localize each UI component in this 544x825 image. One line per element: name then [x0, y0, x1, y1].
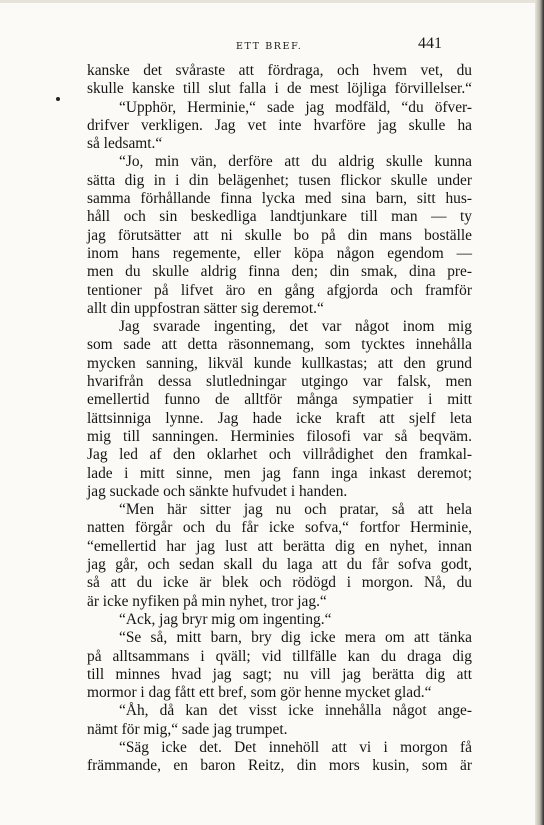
text-line: allt din uppfostran sätter sig deremot.“ — [87, 299, 324, 317]
text-line: så att du icke är blek och rödögd i morgon. Nå, du — [87, 574, 472, 592]
text-line: jag går, och sedan skall du laga att du får sofva godt, — [87, 556, 472, 574]
text-line: mormor i dag fått ett bref, som gör henne mycket glad.“ — [87, 684, 432, 702]
text-line: tentioner på lifvet äro en gång afgjorda och framför — [87, 281, 472, 299]
text-line: hvarifrån dessa slutledningar utgingo var falsk, men — [87, 373, 472, 391]
text-line: natten förgår och du får icke sofva,“ fortfor Herminie, — [87, 519, 472, 537]
page-top-edge — [0, 0, 544, 3]
text-line: nämt för mig,“ sade jag trumpet. — [87, 720, 288, 738]
text-line: håll och sin beskedliga landtjunkare till man — ty — [87, 208, 472, 226]
text-line: på alltsammans i qväll; vid tillfälle kan du draga dig — [87, 647, 472, 665]
text-line: men du skulle aldrig finna den; din smak, dina pre- — [87, 263, 472, 281]
text-line: till minnes hvad jag sagt; nu vill jag berätta dig att — [87, 665, 472, 683]
text-line: Jag svarade ingenting, det var något inom mig — [119, 318, 472, 336]
margin-ink-dot — [56, 97, 60, 101]
page-number: 441 — [418, 35, 442, 52]
text-line: “Se så, mitt barn, bry dig icke mera om att tänka — [119, 629, 472, 647]
text-line: mycken sanning, likväl kunde kullkastas; att den grund — [87, 354, 472, 372]
text-line: så ledsamt.“ — [87, 135, 163, 153]
text-line: drifver verkligen. Jag vet inte hvarföre jag skulle ha — [87, 116, 472, 134]
text-line: lättsinniga lynne. Jag hade icke kraft att sjelf leta — [87, 409, 472, 427]
text-line: som sade att detta räsonnemang, som tycktes innehålla — [87, 336, 472, 354]
text-line: är icke nyfiken på min nyhet, tror jag.“ — [87, 592, 327, 610]
text-line: kanske det svåraste att fördraga, och hvem vet, du — [87, 62, 472, 79]
text-line: emellertid funno de alltför många sympatier i mitt — [87, 391, 472, 409]
text-line: “Ack, jag bryr mig om ingenting.“ — [119, 610, 332, 628]
text-line: främmande, en baron Reitz, din mors kusin, som är — [87, 757, 472, 775]
text-line: “Jo, min vän, derföre att du aldrig skulle kunna — [119, 153, 472, 171]
running-head: ETT BREF. — [236, 41, 303, 52]
text-line: skulle kanske till slut falla i de mest löjliga förvillelser.“ — [87, 80, 472, 98]
text-line: mig till sanningen. Herminies filosofi var så beqväm. — [87, 427, 472, 445]
text-line: lade i mitt sinne, men jag fann inga inkast deremot; — [87, 464, 472, 482]
text-line: “Men här sitter jag nu och pratar, så att hela — [119, 501, 472, 519]
text-line: jag förutsätter att ni skulle bo på din mans boställe — [87, 226, 472, 244]
text-line: inom hans regemente, eller köpa någon egendom — — [87, 244, 472, 262]
text-line: “Upphör, Herminie,“ sade jag modfäld, “du öfver- — [119, 98, 472, 116]
text-line: sätta dig in i din belägenhet; tusen flickor skulle under — [87, 171, 472, 189]
text-line: jag suckade och sänkte hufvudet i handen. — [87, 482, 348, 500]
text-line: “emellertid har jag lust att berätta dig en nyhet, innan — [87, 537, 472, 555]
text-line: “Åh, då kan det visst icke innehålla något ange- — [119, 702, 472, 720]
text-line: Jag led af den oklarhet och villrådighet den framkal- — [87, 446, 472, 464]
text-line: samma förhållande finna lycka med sina barn, sitt hus- — [87, 190, 472, 208]
page-edge-shadow — [535, 0, 544, 825]
text-line: “Säg icke det. Det innehöll att vi i morgon få — [119, 738, 472, 756]
body-text — [87, 62, 472, 776]
